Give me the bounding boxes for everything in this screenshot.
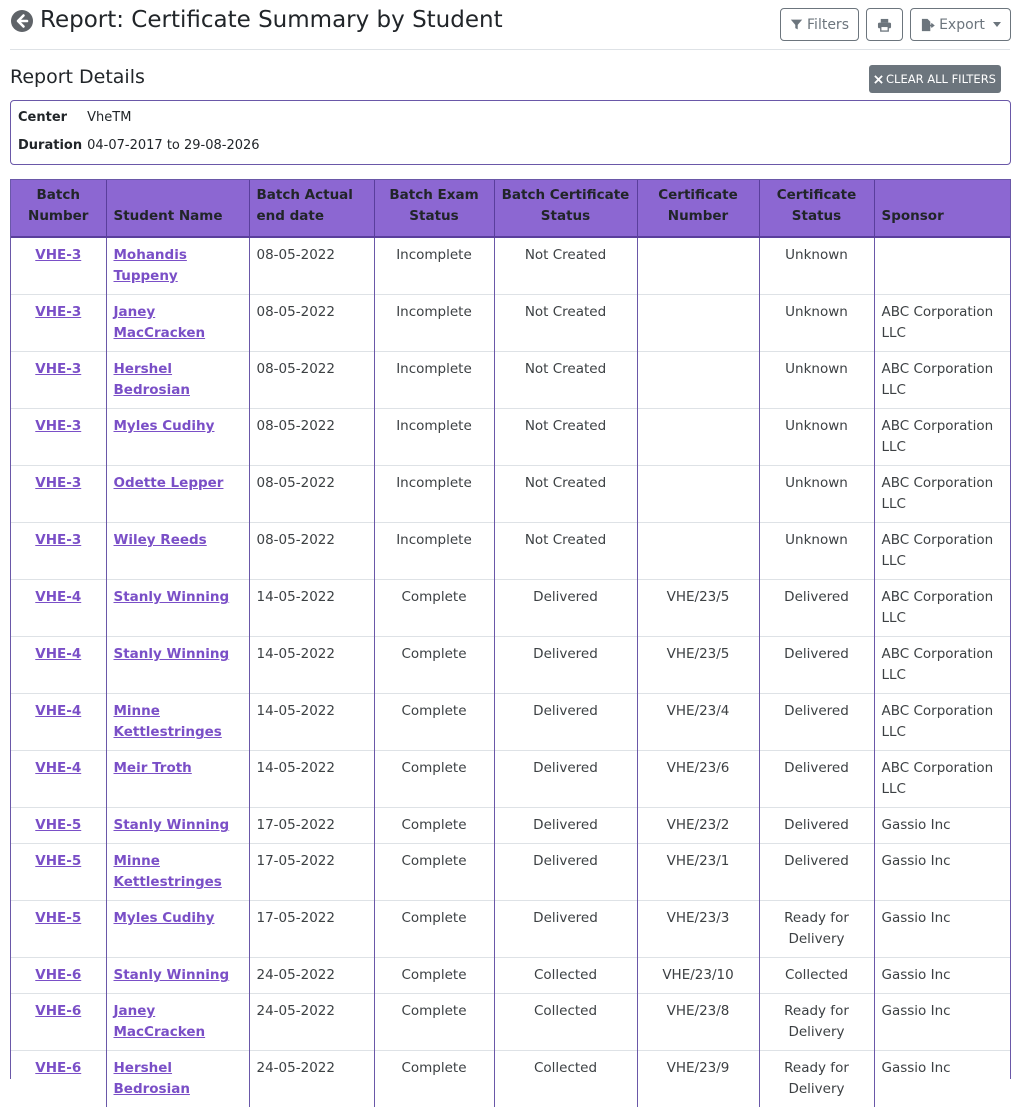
cell-batch-certificate-status: Delivered [494,844,637,901]
col-header-batch-number[interactable] [11,180,106,237]
cell-batch-end-date: 14-05-2022 [249,637,374,694]
student-link[interactable]: Stanly Winning [114,967,230,983]
cell-student-name [106,1051,249,1107]
cell-certificate-status: Ready for Delivery [759,994,874,1051]
cell-student-name [106,637,249,694]
cell-exam-status: Complete [374,808,494,844]
filters-button-label: Filters [807,17,849,33]
cell-student-name [106,237,249,295]
batch-link[interactable]: VHE-6 [35,1003,81,1019]
batch-link[interactable]: VHE-3 [35,361,81,377]
cell-batch-certificate-status: Delivered [494,901,637,958]
col-header-batch-end-date[interactable] [249,180,374,237]
cell-student-name [106,466,249,523]
certificate-summary-table [11,180,1010,1107]
cell-certificate-status: Delivered [759,694,874,751]
cell-certificate-number: VHE/23/1 [637,844,759,901]
cell-certificate-number: VHE/23/6 [637,751,759,808]
cell-student-name [106,523,249,580]
cell-certificate-status: Unknown [759,466,874,523]
page-header [10,0,1010,50]
cell-exam-status: Complete [374,994,494,1051]
col-header-sponsor-label: Sponsor [882,208,944,224]
cell-certificate-status: Delivered [759,637,874,694]
cell-student-name [106,409,249,466]
clear-all-filters-label: CLEAR ALL FILTERS [886,72,996,86]
batch-link[interactable]: VHE-4 [35,589,81,605]
cell-batch-certificate-status: Collected [494,958,637,994]
cell-batch-end-date: 08-05-2022 [249,237,374,295]
col-header-sponsor[interactable] [874,180,1010,237]
report-table-container [10,179,1011,1079]
cell-batch-end-date: 17-05-2022 [249,808,374,844]
detail-center [18,109,131,127]
batch-link[interactable]: VHE-5 [35,817,81,833]
table-row [11,751,1010,808]
student-link[interactable]: Myles Cudihy [114,910,215,926]
cell-batch-end-date: 24-05-2022 [249,1051,374,1107]
batch-link[interactable]: VHE-3 [35,247,81,263]
cell-batch-certificate-status: Collected [494,1051,637,1107]
cell-batch-number [11,237,106,295]
cell-batch-end-date: 14-05-2022 [249,694,374,751]
cell-sponsor: ABC Corporation LLC [874,751,1010,808]
col-header-cert-number-line2: Number [668,208,728,224]
cell-certificate-number: VHE/23/3 [637,901,759,958]
cell-batch-end-date: 08-05-2022 [249,352,374,409]
cell-certificate-number: VHE/23/2 [637,808,759,844]
cell-batch-number [11,352,106,409]
print-button[interactable] [866,8,903,41]
cell-student-name [106,295,249,352]
cell-exam-status: Incomplete [374,409,494,466]
cell-batch-end-date: 24-05-2022 [249,994,374,1051]
file-export-icon [920,18,935,32]
col-header-student-name-label: Student Name [114,208,223,224]
center-value: VheTM [87,110,131,125]
col-header-batch-certificate-status[interactable] [494,180,637,237]
cell-sponsor: Gassio Inc [874,994,1010,1051]
clear-all-filters-button[interactable] [869,65,1001,93]
cell-batch-number [11,958,106,994]
cell-student-name [106,994,249,1051]
col-header-exam-status-line1: Batch Exam [389,187,478,203]
cell-batch-end-date: 14-05-2022 [249,751,374,808]
cell-sponsor: Gassio Inc [874,808,1010,844]
cell-certificate-number: VHE/23/9 [637,1051,759,1107]
batch-link[interactable]: VHE-3 [35,418,81,434]
cell-batch-number [11,994,106,1051]
col-header-batch-end-line2: end date [257,208,325,224]
cell-batch-number [11,523,106,580]
cell-batch-end-date: 08-05-2022 [249,409,374,466]
cell-certificate-status: Ready for Delivery [759,1051,874,1107]
cell-batch-certificate-status: Collected [494,994,637,1051]
cell-sponsor [874,237,1010,295]
batch-link[interactable]: VHE-3 [35,532,81,548]
student-link[interactable]: Minne Kettlestringes [114,703,222,740]
cell-batch-end-date: 08-05-2022 [249,295,374,352]
table-row [11,237,1010,295]
back-arrow-icon[interactable] [10,9,34,33]
col-header-certificate-status[interactable] [759,180,874,237]
cell-batch-end-date: 24-05-2022 [249,958,374,994]
cell-batch-certificate-status: Delivered [494,637,637,694]
table-row [11,901,1010,958]
cell-certificate-status: Unknown [759,237,874,295]
student-link[interactable]: Myles Cudihy [114,418,215,434]
cell-certificate-number [637,409,759,466]
batch-link[interactable]: VHE-4 [35,646,81,662]
cell-batch-number [11,844,106,901]
cell-exam-status: Incomplete [374,523,494,580]
report-details-title: Report Details [10,64,145,90]
table-row [11,295,1010,352]
table-row [11,1051,1010,1107]
cell-student-name [106,808,249,844]
student-link[interactable]: Odette Lepper [114,475,224,491]
student-link[interactable]: Janey MacCracken [114,1003,206,1040]
cell-batch-certificate-status: Not Created [494,409,637,466]
cell-batch-certificate-status: Delivered [494,580,637,637]
cell-batch-certificate-status: Not Created [494,523,637,580]
cell-certificate-status: Delivered [759,844,874,901]
cell-certificate-status: Unknown [759,352,874,409]
col-header-batch-number-line2: Number [28,208,88,224]
col-header-batch-end-line1: Batch Actual [257,187,353,203]
cell-batch-certificate-status: Delivered [494,808,637,844]
table-row [11,844,1010,901]
cell-sponsor: ABC Corporation LLC [874,580,1010,637]
batch-link[interactable]: VHE-4 [35,703,81,719]
cell-certificate-status: Collected [759,958,874,994]
cell-sponsor: ABC Corporation LLC [874,694,1010,751]
cell-certificate-number: VHE/23/8 [637,994,759,1051]
cell-batch-number [11,1051,106,1107]
cell-student-name [106,694,249,751]
cell-student-name [106,751,249,808]
filters-button[interactable] [780,8,859,41]
cell-certificate-number: VHE/23/4 [637,694,759,751]
table-row [11,466,1010,523]
cell-certificate-number [637,466,759,523]
cell-student-name [106,580,249,637]
cell-batch-number [11,637,106,694]
cell-batch-end-date: 14-05-2022 [249,580,374,637]
cell-exam-status: Complete [374,958,494,994]
cell-sponsor: Gassio Inc [874,1051,1010,1107]
col-header-exam-status-line2: Status [409,208,458,224]
batch-link[interactable]: VHE-3 [35,304,81,320]
cell-certificate-number [637,237,759,295]
cell-exam-status: Incomplete [374,295,494,352]
batch-link[interactable]: VHE-5 [35,853,81,869]
cell-batch-certificate-status: Not Created [494,352,637,409]
cell-batch-number [11,808,106,844]
page-title: Report: Certificate Summary by Student [40,5,503,35]
table-row [11,958,1010,994]
batch-link[interactable]: VHE-3 [35,475,81,491]
cell-batch-number [11,751,106,808]
batch-link[interactable]: VHE-6 [35,1060,81,1076]
col-header-batch-cert-line1: Batch Certificate [502,187,630,203]
cell-exam-status: Incomplete [374,466,494,523]
report-details-box [10,100,1011,165]
cell-exam-status: Complete [374,637,494,694]
student-link[interactable]: Stanly Winning [114,646,230,662]
cell-certificate-status: Unknown [759,409,874,466]
cell-sponsor: ABC Corporation LLC [874,409,1010,466]
cell-student-name [106,901,249,958]
cell-batch-end-date: 17-05-2022 [249,901,374,958]
cell-batch-certificate-status: Not Created [494,237,637,295]
cell-certificate-number: VHE/23/10 [637,958,759,994]
col-header-cert-status-line1: Certificate [777,187,857,203]
table-row [11,694,1010,751]
table-header-row [11,180,1010,237]
col-header-student-name[interactable] [106,180,249,237]
cell-batch-end-date: 08-05-2022 [249,466,374,523]
cell-exam-status: Incomplete [374,352,494,409]
detail-duration [18,137,260,155]
cell-batch-certificate-status: Delivered [494,751,637,808]
student-link[interactable]: Stanly Winning [114,817,230,833]
cell-batch-certificate-status: Not Created [494,466,637,523]
table-row [11,637,1010,694]
student-link[interactable]: Meir Troth [114,760,192,776]
batch-link[interactable]: VHE-6 [35,967,81,983]
cell-batch-number [11,466,106,523]
cell-certificate-status: Delivered [759,751,874,808]
col-header-batch-cert-line2: Status [541,208,590,224]
duration-label: Duration [18,137,83,155]
cell-certificate-number: VHE/23/5 [637,637,759,694]
cell-exam-status: Incomplete [374,237,494,295]
student-link[interactable]: Stanly Winning [114,589,230,605]
cell-batch-end-date: 17-05-2022 [249,844,374,901]
table-row [11,352,1010,409]
cell-sponsor: ABC Corporation LLC [874,352,1010,409]
table-row [11,580,1010,637]
student-link[interactable]: Minne Kettlestringes [114,853,222,890]
duration-value: 04-07-2017 to 29-08-2026 [87,138,259,153]
cell-student-name [106,352,249,409]
student-link[interactable]: Wiley Reeds [114,532,207,548]
col-header-cert-number-line1: Certificate [658,187,738,203]
filter-icon [790,18,803,31]
table-row [11,523,1010,580]
student-link[interactable]: Janey MacCracken [114,304,206,341]
cell-batch-number [11,295,106,352]
export-dropdown-button[interactable] [910,8,1011,41]
cell-sponsor: ABC Corporation LLC [874,295,1010,352]
student-link[interactable]: Hershel Bedrosian [114,1060,190,1097]
cell-batch-certificate-status: Not Created [494,295,637,352]
col-header-cert-status-line2: Status [792,208,841,224]
table-row [11,409,1010,466]
cell-certificate-status: Ready for Delivery [759,901,874,958]
table-row [11,994,1010,1051]
cell-sponsor: ABC Corporation LLC [874,466,1010,523]
cell-batch-number [11,694,106,751]
cell-batch-certificate-status: Delivered [494,694,637,751]
col-header-exam-status[interactable] [374,180,494,237]
cell-certificate-status: Delivered [759,808,874,844]
cell-exam-status: Complete [374,844,494,901]
cell-sponsor: Gassio Inc [874,958,1010,994]
batch-link[interactable]: VHE-4 [35,760,81,776]
col-header-batch-number-line1: Batch [37,187,80,203]
export-button-label: Export [939,17,985,33]
cell-sponsor: ABC Corporation LLC [874,523,1010,580]
col-header-certificate-number[interactable] [637,180,759,237]
cell-exam-status: Complete [374,694,494,751]
printer-icon [877,18,892,32]
cell-certificate-number [637,295,759,352]
student-link[interactable]: Hershel Bedrosian [114,361,190,398]
cell-batch-number [11,409,106,466]
cell-student-name [106,844,249,901]
cell-exam-status: Complete [374,751,494,808]
x-icon [874,75,883,84]
cell-exam-status: Complete [374,901,494,958]
batch-link[interactable]: VHE-5 [35,910,81,926]
table-row [11,808,1010,844]
cell-certificate-number: VHE/23/5 [637,580,759,637]
cell-certificate-status: Unknown [759,295,874,352]
cell-batch-end-date: 08-05-2022 [249,523,374,580]
student-link[interactable]: Mohandis Tuppeny [114,247,187,284]
cell-exam-status: Complete [374,580,494,637]
cell-sponsor: Gassio Inc [874,901,1010,958]
chevron-down-icon [993,22,1001,27]
cell-batch-number [11,901,106,958]
cell-sponsor: Gassio Inc [874,844,1010,901]
cell-certificate-number [637,352,759,409]
cell-student-name [106,958,249,994]
cell-batch-number [11,580,106,637]
cell-sponsor: ABC Corporation LLC [874,637,1010,694]
cell-certificate-status: Delivered [759,580,874,637]
center-label: Center [18,109,83,127]
cell-exam-status: Complete [374,1051,494,1107]
cell-certificate-number [637,523,759,580]
cell-certificate-status: Unknown [759,523,874,580]
